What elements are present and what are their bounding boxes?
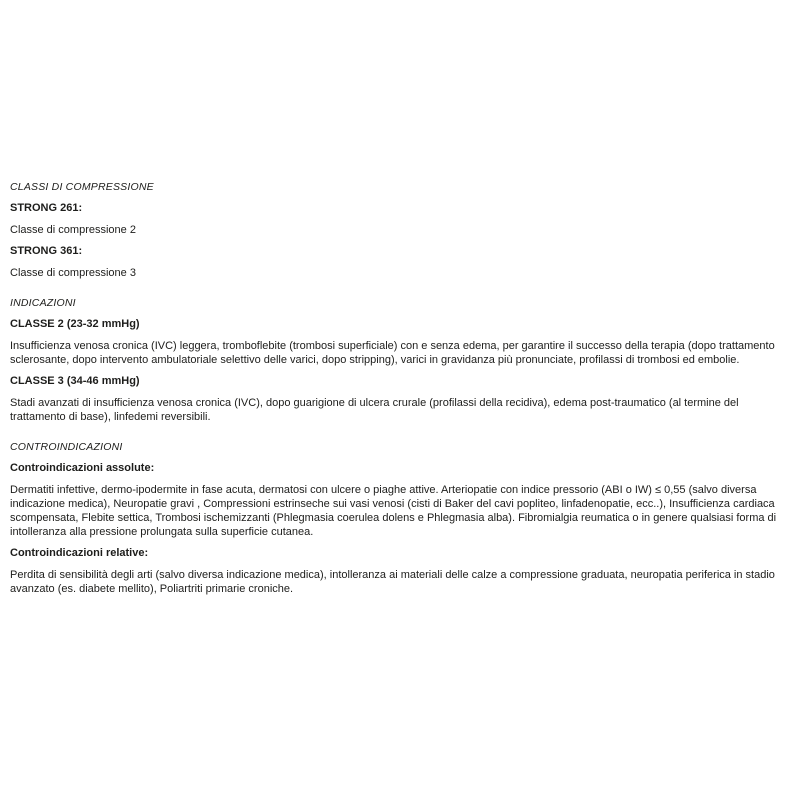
entry-text-strong-261: Classe di compressione 2 [10,224,136,236]
entry-label-classe-2: CLASSE 2 (23-32 mmHg) [10,318,140,330]
section-controindicazioni [10,441,786,596]
section-indicazioni [10,297,786,424]
entry-text-controindicazioni-relative: Perdita di sensibilità degli arti (salvo diversa indicazione medica), intolleranza ai materiali delle calze a compressione graduata, neuropatia periferica in stadio avanzato (es. diabete mellito), Poliartriti primarie croniche. [10,569,775,595]
section-heading-classi-di-compressione: CLASSI DI COMPRESSIONE [10,181,154,193]
entry-label-controindicazioni-assolute: Controindicazioni assolute: [10,462,155,474]
entry-classe-3 [10,375,786,424]
entry-strong-261 [10,202,786,237]
entry-classe-2 [10,318,786,367]
entry-controindicazioni-assolute [10,462,786,539]
entry-label-controindicazioni-relative: Controindicazioni relative: [10,547,149,559]
section-heading-controindicazioni: CONTROINDICAZIONI [10,441,123,453]
entry-text-classe-3: Stadi avanzati di insufficienza venosa cronica (IVC), dopo guarigione di ulcera crurale (profilassi della recidiva), edema post-traumatico (al termine del trattamento di base), linfedemi reversibili. [10,397,739,423]
entry-label-strong-361: STRONG 361: [10,245,83,257]
section-heading-indicazioni: INDICAZIONI [10,297,76,309]
section-classi-di-compressione [10,181,786,280]
entry-label-classe-3: CLASSE 3 (34-46 mmHg) [10,375,140,387]
entry-label-strong-261: STRONG 261: [10,202,83,214]
entry-text-controindicazioni-assolute: Dermatiti infettive, dermo-ipodermite in fase acuta, dermatosi con ulcere o piaghe attive. Arteriopatie con indice pressorio (ABI o IW) ≤ 0,55 (salvo diversa indicazione medica), Neuropatie gravi , Compressioni estrinseche sui vasi venosi (cisti di Baker del cavi popliteo, linfadenopatie, ecc..), Insufficienza cardiaca scompensata, Flebite settica, Trombosi ischemizzanti (Phlegmasia coerulea dolens e Phlegmasia alba). Fibromialgia reumatica o in genere qualsiasi forma di intolleranza alla pressione prolungata sulla superficie cutanea. [10,484,777,538]
entry-controindicazioni-relative [10,547,786,596]
entry-text-strong-361: Classe di compressione 3 [10,267,136,279]
entry-strong-361 [10,245,786,280]
entry-text-classe-2: Insufficienza venosa cronica (IVC) leggera, tromboflebite (trombosi superficiale) con e senza edema, per garantire il successo della terapia (dopo trattamento sclerosante, dopo intervento ambulatoriale selettivo delle varici, dopo stripping), varici in gravidanza più pronunciate, profilassi di trombosi ed embolie. [10,340,775,366]
